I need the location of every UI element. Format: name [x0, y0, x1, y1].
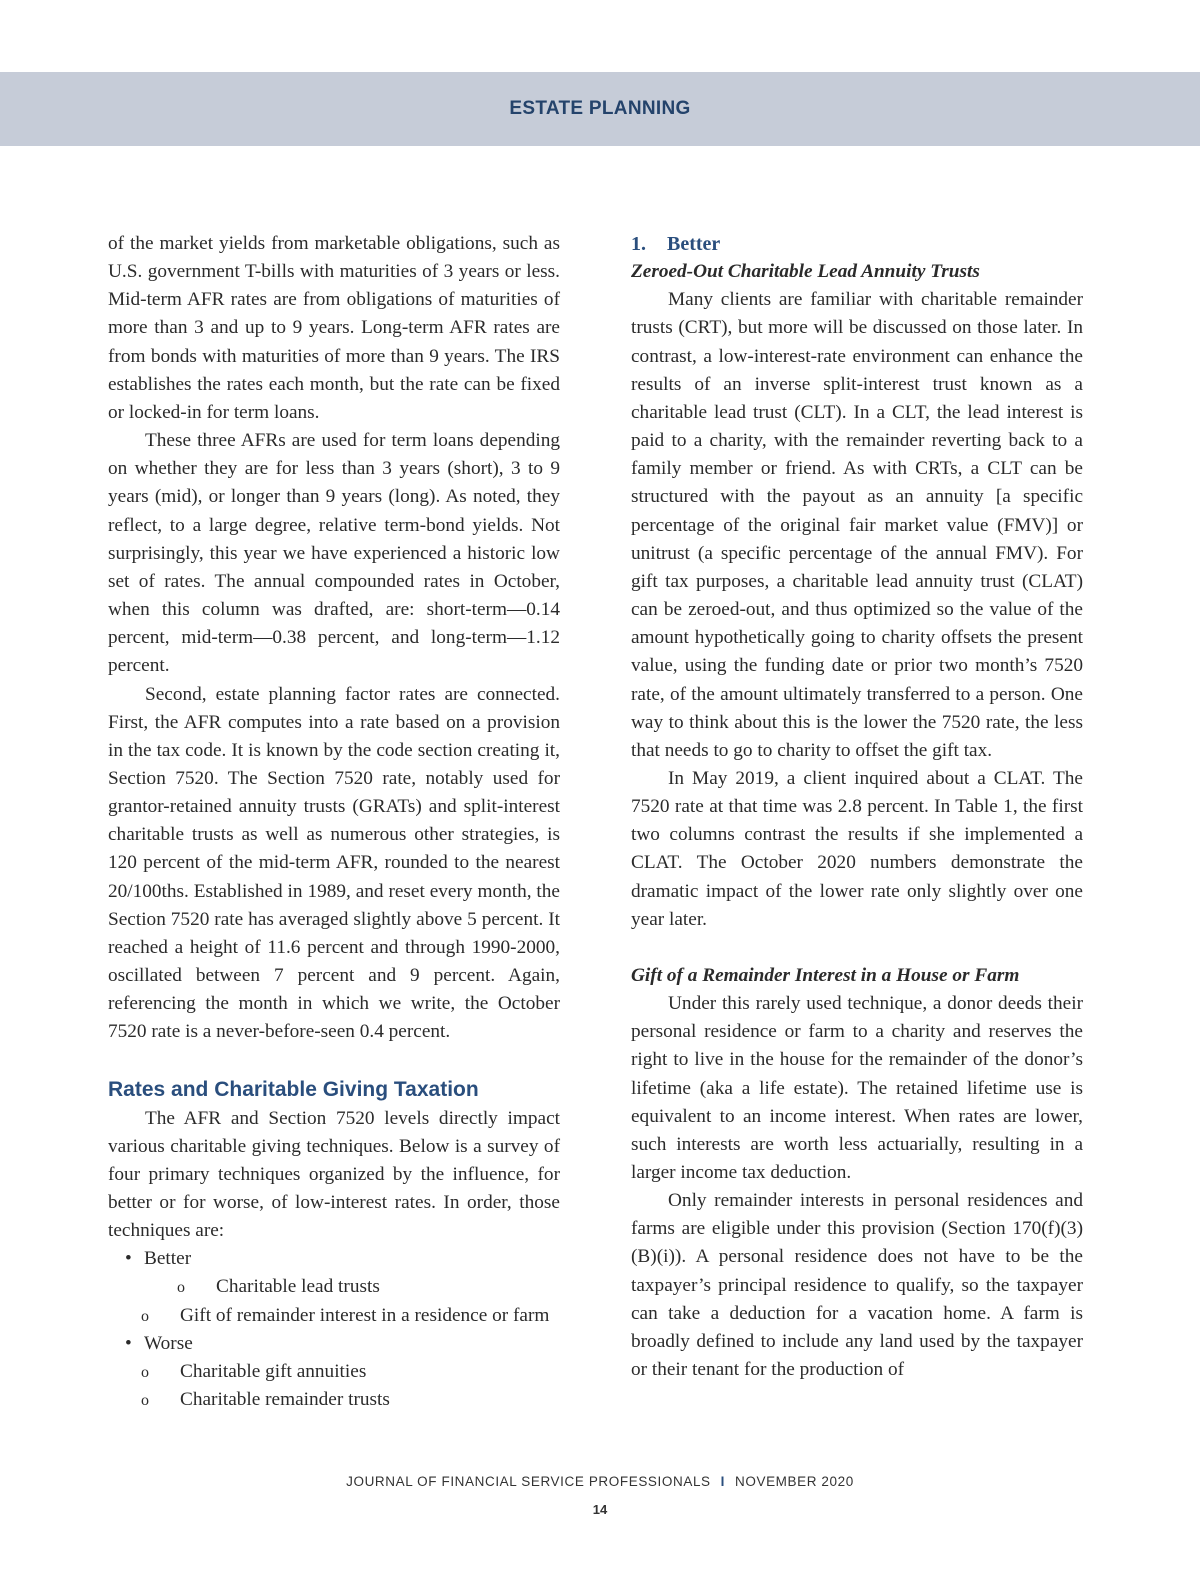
paragraph: These three AFRs are used for term loans depending on whether they are for less than 3 years (short), 3 to 9 years (mid), or longer than 9 years (long). As noted, they reflect, to a large degree, relative term-bond yields. Not surprisingly, this year we have experienced a historic low set of rates. The annual compounded rates in October, when this column was drafted, are: short-term—0.14 percent, mid-term—0.38 percent, and long-term—1.12 percent. [108, 430, 560, 677]
left-column [108, 230, 560, 1414]
paragraph: Only remainder interests in personal residences and farms are eligible under this provision (Section 170(f)(3)(B)(i)). A personal residence does not have to be the taxpayer’s principal residence to qualify, so the taxpayer can take a deduction for a vacation home. A farm is broadly defined to include any land used by the taxpayer or their tenant for the production of [631, 1190, 1083, 1381]
sub-list-item [108, 1386, 560, 1414]
sub-bullet-icon: o [141, 1363, 149, 1381]
sub-bullet-icon: o [141, 1392, 149, 1410]
bullet-icon: • [125, 1248, 132, 1270]
list-item [108, 1330, 560, 1414]
techniques-list [108, 1245, 560, 1414]
subheading: Zeroed-Out Charitable Lead Annuity Trusts [631, 261, 980, 283]
sub-bullet-icon: o [141, 1307, 149, 1325]
spacer [631, 934, 1083, 962]
right-column [631, 230, 1083, 1384]
page-number: 14 [592, 1502, 608, 1517]
sub-list-item [108, 1302, 560, 1330]
footer-separator: I [720, 1474, 726, 1489]
section-title: ESTATE PLANNING [509, 98, 691, 119]
list-item-label: Worse [144, 1332, 193, 1354]
sub-list-item-label: Gift of remainder interest in a residence or farm [180, 1304, 550, 1326]
paragraph: The AFR and Section 7520 levels directly impact various charitable giving techniques. Below is a survey of four primary techniques organized by the influence, for better or for worse, of low-interest rates. In order, those techniques are: [108, 1107, 560, 1242]
journal-name: JOURNAL OF FINANCIAL SERVICE PROFESSIONALS [346, 1474, 711, 1489]
paragraph: Many clients are familiar with charitable remainder trusts (CRT), but more will be discussed on those later. In contrast, a low-interest-rate environment can enhance the results of an inverse split-interest trust known as a charitable lead trust (CLT). In a CLT, the lead interest is paid to a charity, with the remainder reverting back to a family member or friend. As with CRTs, a CLT can be structured with the payout as an annuity [a specific percentage of the original fair market value (FMV)] or unitrust (a specific percentage of the annual FMV). For gift tax purposes, a charitable lead annuity trust (CLAT) can be zeroed-out, and thus optimized so the value of the amount hypothetically going to charity offsets the present value, using the funding date or prior two month’s 7520 rate, of the amount ultimately transferred to a person. One way to think about this is the lower the 7520 rate, the less that needs to go to charity to offset the gift tax. [631, 289, 1083, 761]
sub-list-item [108, 1358, 560, 1386]
paragraph: Under this rarely used technique, a donor deeds their personal residence or farm to a charity and reserves the right to live in the house for the remainder of the donor’s lifetime (aka a life estate). The retained lifetime use is equivalent to an income interest. When rates are lower, such interests are worth less actuarially, resulting in a larger income tax deduction. [631, 993, 1083, 1183]
list-item [108, 1245, 560, 1329]
heading-number: 1. [631, 233, 646, 255]
sub-bullet-icon: o [177, 1279, 185, 1297]
sub-list-item [144, 1273, 560, 1301]
sub-list-item-label: Charitable lead trusts [216, 1276, 380, 1298]
sub-list-item-label: Charitable gift annuities [180, 1360, 367, 1382]
heading-text: Better [667, 233, 721, 255]
footer [0, 1474, 1200, 1489]
list-item-label: Better [144, 1248, 192, 1270]
subheading: Gift of a Remainder Interest in a House or Farm [631, 964, 1020, 986]
section-heading: Rates and Charitable Giving Taxation [108, 1077, 479, 1101]
bullet-icon: • [125, 1332, 132, 1354]
numbered-heading [631, 230, 1083, 258]
paragraph: of the market yields from marketable obligations, such as U.S. government T-bills with maturities of 3 years or less. Mid-term AFR rates are from obligations of maturities of more than 3 and up to 9 years. Long-term AFR rates are from bonds with maturities of more than 9 years. The IRS establishes the rates each month, but the rate can be fixed or locked-in for term loans. [108, 233, 560, 423]
paragraph: In May 2019, a client inquired about a CLAT. The 7520 rate at that time was 2.8 percent. In Table 1, the first two columns contrast the results if she implemented a CLAT. The October 2020 numbers demonstrate the dramatic impact of the lower rate only slightly over one year later. [631, 767, 1083, 930]
paragraph: Second, estate planning factor rates are connected. First, the AFR computes into a rate based on a provision in the tax code. It is known by the code section creating it, Section 7520. The Section 7520 rate, notably used for grantor-retained annuity trusts (GRATs) and split-interest charitable trusts as well as numerous other strategies, is 120 percent of the mid-term AFR, rounded to the nearest 20/100ths. Established in 1989, and reset every month, the Section 7520 rate has averaged slightly above 5 percent. It reached a height of 11.6 percent and through 1990-2000, oscillated between 7 percent and 9 percent. Again, referencing the month in which we write, the October 7520 rate is a never-before-seen 0.4 percent. [108, 683, 560, 1043]
issue-date: NOVEMBER 2020 [735, 1474, 854, 1489]
sub-list-item-label: Charitable remainder trusts [180, 1389, 390, 1411]
